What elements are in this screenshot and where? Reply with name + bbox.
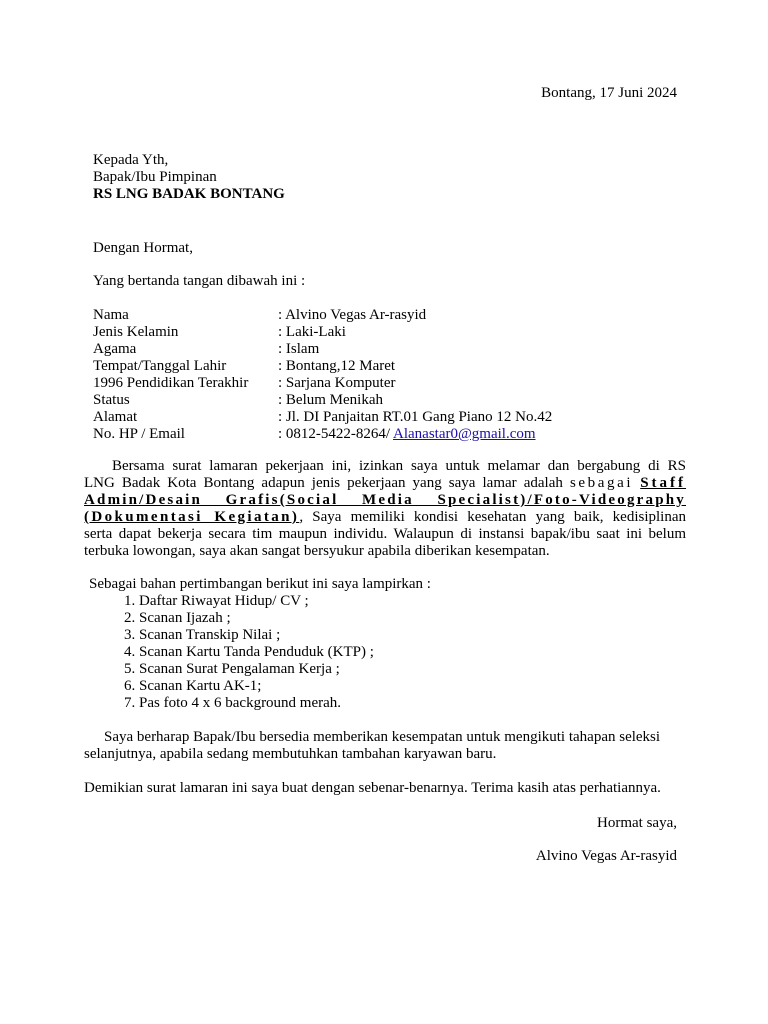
body1-text: , Saya memiliki kondisi kesehatan yang baik, kedisiplinan bbox=[299, 509, 686, 525]
info-value: : Alvino Vegas Ar-rasyid bbox=[278, 307, 427, 323]
place-date: Bontang, 17 Juni 2024 bbox=[541, 85, 677, 101]
info-label: 1996 Pendidikan Terakhir bbox=[93, 375, 249, 391]
info-row bbox=[93, 341, 552, 358]
body1-line bbox=[84, 509, 686, 526]
attachments-list bbox=[109, 593, 374, 712]
phone-value: : 0812-5422-8264/ bbox=[278, 426, 393, 442]
info-value: : Belum Menikah bbox=[278, 392, 383, 408]
position-detail: (Dokumentasi Kegiatan) bbox=[84, 509, 300, 525]
info-row bbox=[93, 358, 552, 375]
recipient-org: RS LNG BADAK BONTANG bbox=[93, 186, 285, 202]
info-label: Jenis Kelamin bbox=[93, 324, 179, 340]
body2-line1: Saya berharap Bapak/Ibu bersedia memberikan kesempatan untuk mengikuti tahapan seleksi bbox=[104, 729, 661, 745]
info-row bbox=[93, 392, 552, 409]
applicant-info-table bbox=[93, 307, 552, 443]
signer-name: Alvino Vegas Ar-rasyid bbox=[535, 848, 677, 864]
info-label: Agama bbox=[93, 341, 137, 357]
info-value bbox=[278, 426, 552, 443]
body1-line bbox=[84, 475, 686, 492]
body1-line: terbuka lowongan, saya akan sangat bersyukur apabila diberikan kesempatan. bbox=[84, 543, 550, 559]
info-row bbox=[93, 324, 552, 341]
list-item: 6. Scanan Kartu AK-1; bbox=[139, 678, 374, 695]
greeting: Dengan Hormat, bbox=[93, 240, 193, 256]
position-title: Admin/Desain Grafis(Social Media Specialist)/Foto-Videography bbox=[84, 492, 686, 508]
info-value: : Sarjana Komputer bbox=[278, 375, 396, 391]
position-text: Staff bbox=[640, 475, 687, 491]
list-item: 3. Scanan Transkip Nilai ; bbox=[139, 627, 374, 644]
info-value: : Islam bbox=[278, 341, 320, 357]
info-row bbox=[93, 375, 552, 392]
info-label: Status bbox=[93, 392, 130, 408]
info-value: : Laki-Laki bbox=[278, 324, 346, 340]
info-label: Alamat bbox=[93, 409, 138, 425]
intro: Yang bertanda tangan dibawah ini : bbox=[93, 273, 306, 289]
list-item: 1. Daftar Riwayat Hidup/ CV ; bbox=[139, 593, 374, 610]
list-item: 5. Scanan Surat Pengalaman Kerja ; bbox=[139, 661, 374, 678]
list-item: 2. Scanan Ijazah ; bbox=[139, 610, 374, 627]
info-row bbox=[93, 307, 552, 324]
body1-text: LNG Badak Kota Bontang adapun jenis pekerjaan yang saya lamar adalah bbox=[84, 475, 563, 491]
closing-statement: Demikian surat lamaran ini saya buat dengan sebenar-benarnya. Terima kasih atas perhatiannya. bbox=[84, 780, 661, 796]
info-label: No. HP / Email bbox=[93, 426, 185, 442]
body2-line2: selanjutnya, apabila sedang membutuhkan tambahan karyawan baru. bbox=[84, 746, 497, 762]
recipient-line2: Bapak/Ibu Pimpinan bbox=[93, 169, 217, 185]
attachments-intro: Sebagai bahan pertimbangan berikut ini saya lampirkan : bbox=[89, 576, 431, 592]
regards: Hormat saya, bbox=[597, 815, 677, 831]
info-value: : Jl. DI Panjaitan RT.01 Gang Piano 12 No.42 bbox=[278, 409, 553, 425]
info-row bbox=[93, 426, 552, 443]
body1-line: Bersama surat lamaran pekerjaan ini, izinkan saya untuk melamar dan bergabung di RS bbox=[112, 458, 686, 474]
info-row bbox=[93, 409, 552, 426]
info-label: Tempat/Tanggal Lahir bbox=[93, 358, 227, 374]
info-value: : Bontang,12 Maret bbox=[278, 358, 396, 374]
recipient-line1: Kepada Yth, bbox=[93, 152, 169, 168]
info-label: Nama bbox=[93, 307, 129, 323]
body1-spaced-text: sebagai bbox=[569, 475, 634, 491]
email-link[interactable]: Alanastar0@gmail.com bbox=[393, 426, 536, 442]
list-item: 7. Pas foto 4 x 6 background merah. bbox=[139, 695, 374, 712]
body-paragraph-1 bbox=[84, 458, 686, 560]
body1-line: serta dapat bekerja secara tim maupun individu. Walaupun di instansi bapak/ibu saat ini belum bbox=[84, 526, 686, 542]
list-item: 4. Scanan Kartu Tanda Penduduk (KTP) ; bbox=[139, 644, 374, 661]
